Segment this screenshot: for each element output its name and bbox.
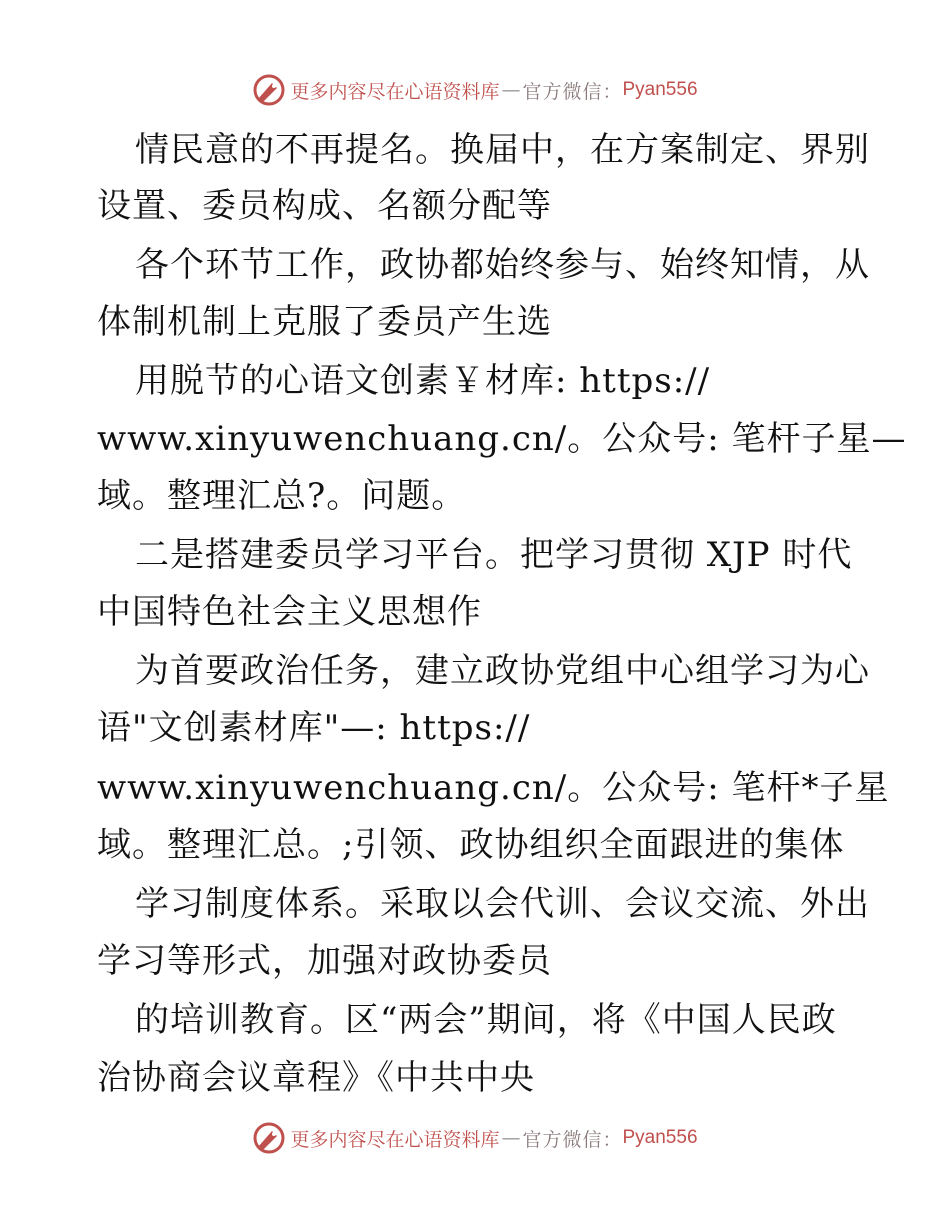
- text-line: 的培训教育。区“两会”期间，将《中国人民政: [135, 1000, 837, 1040]
- banner-label: 更多内容尽在心语资料库: [290, 1128, 500, 1151]
- footer-watermark-banner: [0, 1118, 950, 1158]
- banner-wechat-label: 官方微信：: [522, 1128, 623, 1151]
- pen-nib-logo-icon: [252, 73, 286, 107]
- banner-wechat-id: Pyan556: [622, 79, 698, 100]
- text-line: 学习制度体系。采取以会代训、会议交流、外出: [135, 884, 870, 924]
- banner-dash: —: [501, 79, 521, 101]
- text-line: 情民意的不再提名。换届中，在方案制定、界别: [135, 130, 870, 170]
- text-line: 用脱节的心语文创素￥材库: https://: [135, 361, 711, 401]
- text-line: 学习等形式，加强对政协委员: [97, 941, 552, 981]
- text-line: 语"文创素材库"—: https://: [97, 708, 531, 748]
- text-line: 治协商会议章程》《中共中央: [97, 1058, 535, 1098]
- text-line: 中国特色社会主义思想作: [97, 592, 482, 632]
- banner-dash: —: [501, 1127, 521, 1149]
- text-line: 体制机制上克服了委员产生选: [97, 302, 552, 342]
- text-line: 域。整理汇总?。问题。: [97, 476, 467, 516]
- text-line: 二是搭建委员学习平台。把学习贯彻 XJP 时代: [135, 535, 853, 575]
- banner-label: 更多内容尽在心语资料库: [290, 80, 500, 103]
- banner-wechat-id: Pyan556: [622, 1127, 698, 1148]
- text-line: 设置、委员构成、名额分配等: [97, 186, 552, 226]
- text-line: www.xinyuwenchuang.cn/。公众号: 笔杆子星—: [97, 419, 907, 459]
- text-line: 各个环节工作，政协都始终参与、始终知情，从: [135, 245, 870, 285]
- banner-wechat-label: 官方微信：: [522, 80, 623, 103]
- text-line: www.xinyuwenchuang.cn/。公众号: 笔杆*子星: [97, 768, 890, 808]
- text-line: 为首要政治任务，建立政协党组中心组学习为心: [135, 651, 870, 691]
- header-watermark-banner: [0, 70, 950, 110]
- text-line: 域。整理汇总。;引领、政协组织全面跟进的集体: [97, 825, 845, 865]
- pen-nib-logo-icon: [252, 1121, 286, 1155]
